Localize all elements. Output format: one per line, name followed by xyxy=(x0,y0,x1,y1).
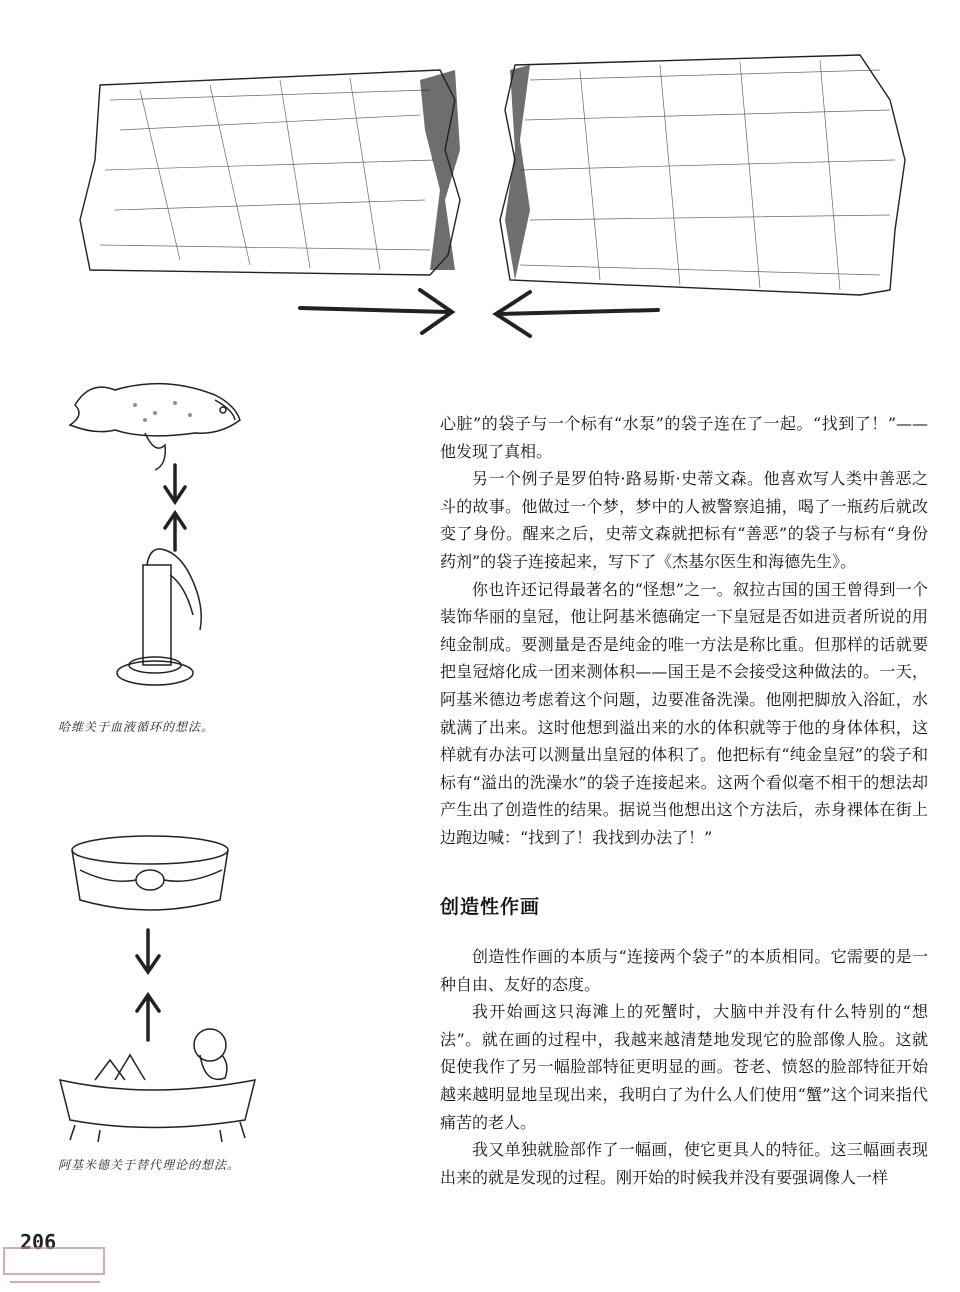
paragraph: 另一个例子是罗伯特·路易斯·史蒂文森。他喜欢写人类中善恶之斗的故事。他做过一个梦，梦中的人被警察追捕，喝了一瓶药后就改变了身份。醒来之后，史蒂文森就把标有“善恶”的袋子与标有“身份药剂”的袋子连接起来，写下了《杰基尔医生和海德先生》。 xyxy=(440,469,928,571)
watermark-logo xyxy=(0,1228,110,1292)
two-bags-illustration xyxy=(60,40,920,350)
body-text-lower xyxy=(440,943,928,1191)
paragraph: 创造性作画的本质与“连接两个袋子”的本质相同。它需要的是一种自由、友好的态度。 xyxy=(440,947,928,994)
paragraph: 我又单独就脸部作了一幅画，使它更具人的特征。这三幅画表现出来的就是发现的过程。刚开始的时候我并没有要强调像人一样 xyxy=(440,1140,928,1187)
page-number: 206 xyxy=(20,1230,57,1254)
body-text-upper xyxy=(440,410,928,852)
caption-harvey: 哈维关于血液循环的想法。 xyxy=(58,720,215,734)
fish-pump-illustration xyxy=(55,375,265,715)
section-heading: 创造性作画 xyxy=(440,896,541,918)
crown-bathtub-illustration xyxy=(40,830,270,1150)
paragraph: 我开始画这只海滩上的死蟹时，大脑中并没有什么特别的“想法”。就在画的过程中，我越来越清楚地发现它的脸部像人脸。这就促使我作了另一幅脸部特征更明显的画。苍老、愤怒的脸部特征开始越来越明显地呈现出来，我明白了为什么人们使用“蟹”这个词来指代痛苦的老人。 xyxy=(440,1002,928,1132)
paragraph: 心脏”的袋子与一个标有“水泵”的袋子连在了一起。“找到了！”——他发现了真相。 xyxy=(440,414,928,461)
paragraph: 你也许还记得最著名的“怪想”之一。叙拉古国的国王曾得到一个装饰华丽的皇冠，他让阿基米德确定一下皇冠是否如进贡者所说的用纯金制成。要测量是否是纯金的唯一方法是称比重。但那样的话就要把皇冠熔化成一团来测体积——国王是不会接受这种做法的。一天，阿基米德边考虑着这个问题，边要准备洗澡。他刚把脚放入浴缸，水就满了出来。这时他想到溢出来的水的体积就等于他的身体体积，这样就有办法可以测量出皇冠的体积了。他把标有“纯金皇冠”的袋子和标有“溢出的洗澡水”的袋子连接起来。这两个看似毫不相干的想法却产生出了创造性的结果。据说当他想出这个方法后，赤身裸体在街上边跑边喊：“找到了！我找到办法了！” xyxy=(440,579,928,847)
caption-archimedes: 阿基米德关于替代理论的想法。 xyxy=(58,1158,241,1172)
